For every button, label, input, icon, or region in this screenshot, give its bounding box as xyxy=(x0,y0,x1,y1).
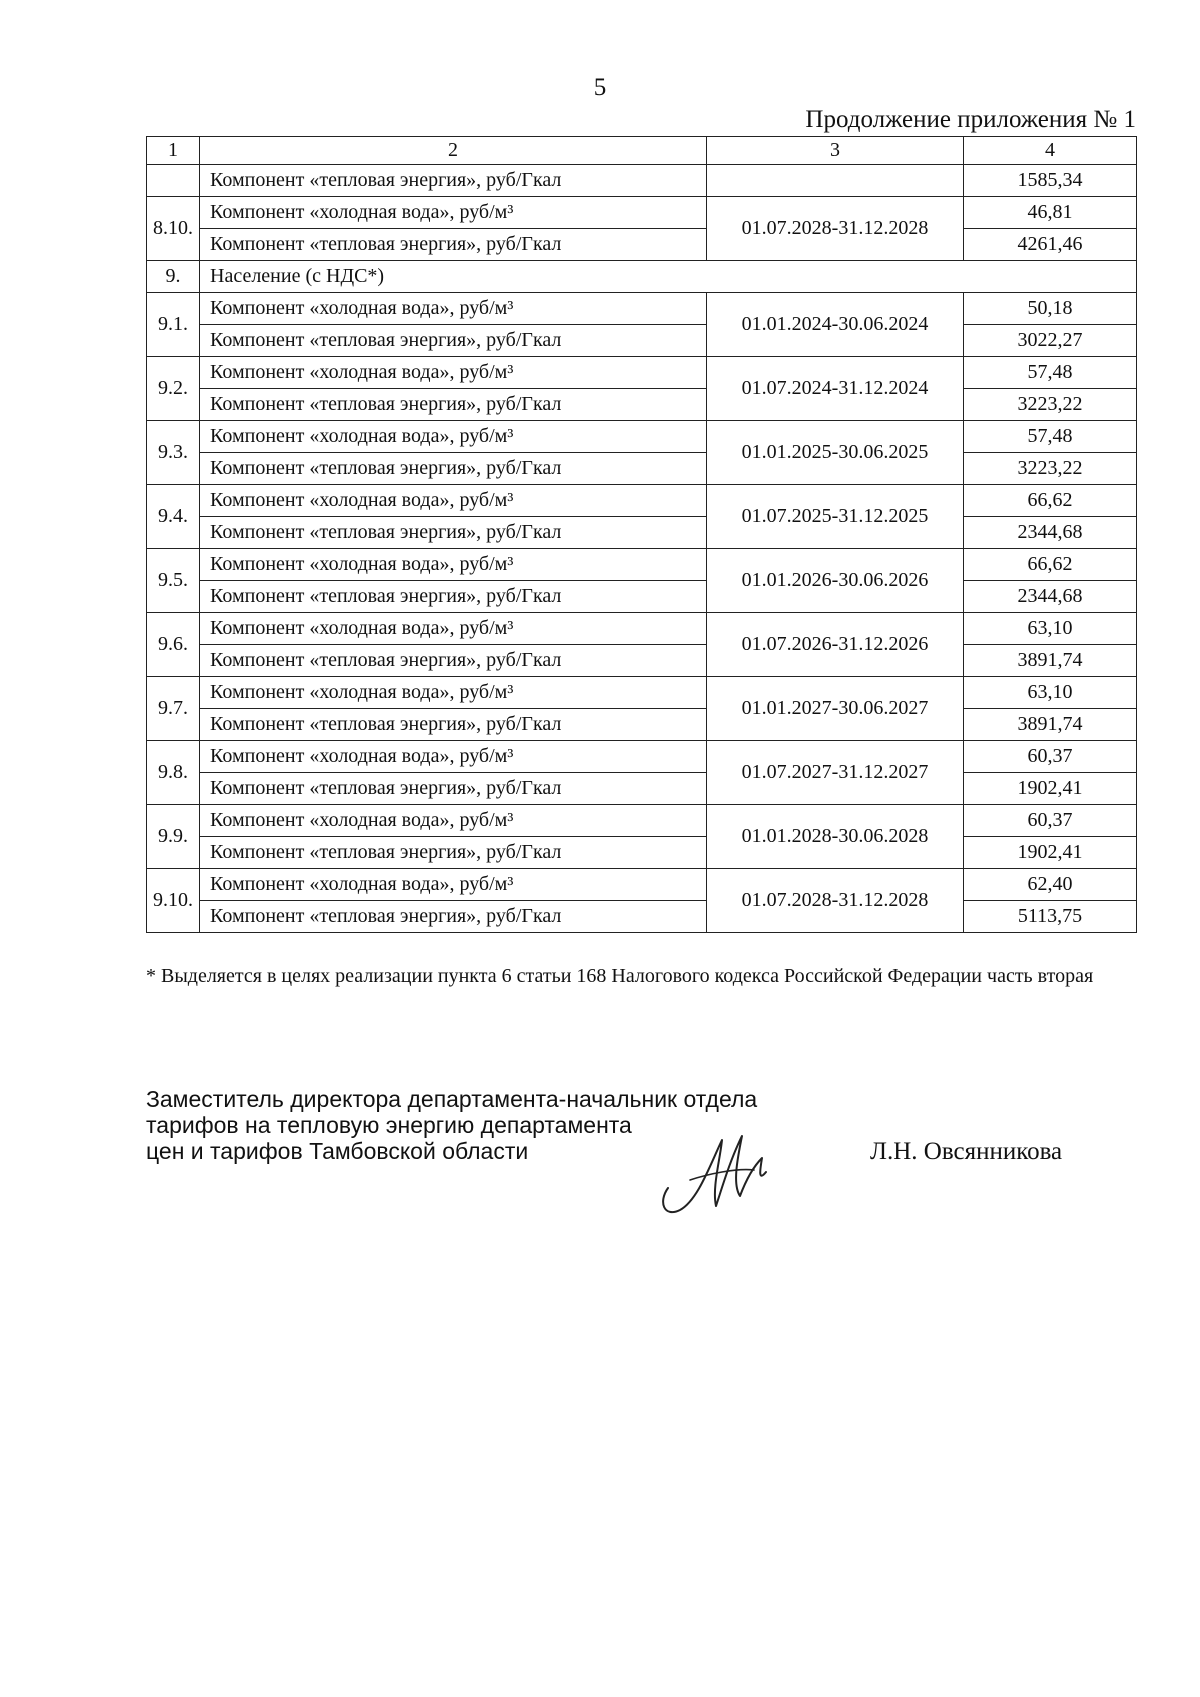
table-row xyxy=(147,869,1137,901)
group-label-cell: Население (с НДС*) xyxy=(200,261,1137,293)
row-number-cell: 9.8. xyxy=(147,741,200,805)
component-cell: Компонент «холодная вода», руб/м³ xyxy=(200,357,707,389)
table-row xyxy=(147,741,1137,773)
component-cell: Компонент «тепловая энергия», руб/Гкал xyxy=(200,901,707,933)
table-row xyxy=(147,613,1137,645)
tariff-value-cell: 2344,68 xyxy=(964,517,1137,549)
tariff-value-cell: 63,10 xyxy=(964,677,1137,709)
component-cell: Компонент «тепловая энергия», руб/Гкал xyxy=(200,773,707,805)
handwritten-signature xyxy=(650,1110,780,1220)
row-number-cell: 9. xyxy=(147,261,200,293)
component-cell: Компонент «холодная вода», руб/м³ xyxy=(200,293,707,325)
tariff-value-cell: 50,18 xyxy=(964,293,1137,325)
table-row xyxy=(147,837,1137,869)
component-cell: Компонент «тепловая энергия», руб/Гкал xyxy=(200,581,707,613)
signatory-name: Л.Н. Овсянникова xyxy=(870,1138,1063,1165)
tariff-value-cell: 1902,41 xyxy=(964,837,1137,869)
component-cell: Компонент «холодная вода», руб/м³ xyxy=(200,197,707,229)
tariff-value-cell: 60,37 xyxy=(964,741,1137,773)
footnote: * Выделяется в целях реализации пункта 6 статьи 168 Налогового кодекса Российской Федерации часть вторая xyxy=(146,965,1094,987)
tariff-value-cell: 3223,22 xyxy=(964,389,1137,421)
table-row xyxy=(147,709,1137,741)
component-cell: Компонент «холодная вода», руб/м³ xyxy=(200,805,707,837)
table-row xyxy=(147,357,1137,389)
component-cell: Компонент «тепловая энергия», руб/Гкал xyxy=(200,165,707,197)
row-number-cell: 9.7. xyxy=(147,677,200,741)
period-cell: 01.07.2028-31.12.2028 xyxy=(707,197,964,261)
column-header: 1 xyxy=(147,137,200,165)
row-number-cell: 9.9. xyxy=(147,805,200,869)
tariff-value-cell: 3223,22 xyxy=(964,453,1137,485)
table-row xyxy=(147,901,1137,933)
component-cell: Компонент «тепловая энергия», руб/Гкал xyxy=(200,325,707,357)
signatory-position-line: Заместитель директора департамента-начальник отдела xyxy=(146,1086,758,1112)
component-cell: Компонент «тепловая энергия», руб/Гкал xyxy=(200,517,707,549)
signatory-position-line: тарифов на тепловую энергию департамента xyxy=(146,1112,632,1138)
table-row xyxy=(147,389,1137,421)
table-row xyxy=(147,229,1137,261)
column-header: 2 xyxy=(200,137,707,165)
tariff-value-cell: 3891,74 xyxy=(964,709,1137,741)
period-cell: 01.07.2024-31.12.2024 xyxy=(707,357,964,421)
component-cell: Компонент «тепловая энергия», руб/Гкал xyxy=(200,389,707,421)
period-cell: 01.07.2025-31.12.2025 xyxy=(707,485,964,549)
component-cell: Компонент «тепловая энергия», руб/Гкал xyxy=(200,229,707,261)
period-cell: 01.01.2026-30.06.2026 xyxy=(707,549,964,613)
table-row xyxy=(147,773,1137,805)
period-cell: 01.07.2027-31.12.2027 xyxy=(707,741,964,805)
row-number-cell: 9.5. xyxy=(147,549,200,613)
table-row xyxy=(147,165,1137,197)
row-number-cell: 9.1. xyxy=(147,293,200,357)
component-cell: Компонент «холодная вода», руб/м³ xyxy=(200,485,707,517)
table-row xyxy=(147,517,1137,549)
signatory-position-line: цен и тарифов Тамбовской области xyxy=(146,1138,529,1164)
component-cell: Компонент «холодная вода», руб/м³ xyxy=(200,421,707,453)
tariff-value-cell: 1585,34 xyxy=(964,165,1137,197)
component-cell: Компонент «холодная вода», руб/м³ xyxy=(200,613,707,645)
row-number-cell: 9.3. xyxy=(147,421,200,485)
component-cell: Компонент «тепловая энергия», руб/Гкал xyxy=(200,837,707,869)
tariff-value-cell: 3891,74 xyxy=(964,645,1137,677)
tariff-value-cell: 1902,41 xyxy=(964,773,1137,805)
tariff-value-cell: 57,48 xyxy=(964,421,1137,453)
tariff-value-cell: 63,10 xyxy=(964,613,1137,645)
table-row xyxy=(147,421,1137,453)
row-number-cell: 8.10. xyxy=(147,197,200,261)
period-cell: 01.01.2025-30.06.2025 xyxy=(707,421,964,485)
table-row xyxy=(147,485,1137,517)
tariff-value-cell: 62,40 xyxy=(964,869,1137,901)
tariff-value-cell: 2344,68 xyxy=(964,581,1137,613)
component-cell: Компонент «тепловая энергия», руб/Гкал xyxy=(200,709,707,741)
tariff-value-cell: 66,62 xyxy=(964,485,1137,517)
row-number-cell xyxy=(147,165,200,197)
table-row xyxy=(147,453,1137,485)
tariff-value-cell: 4261,46 xyxy=(964,229,1137,261)
period-cell: 01.01.2024-30.06.2024 xyxy=(707,293,964,357)
table-row xyxy=(147,549,1137,581)
table-row xyxy=(147,645,1137,677)
column-header: 3 xyxy=(707,137,964,165)
period-cell: 01.01.2027-30.06.2027 xyxy=(707,677,964,741)
component-cell: Компонент «холодная вода», руб/м³ xyxy=(200,549,707,581)
table-group-row xyxy=(147,261,1137,293)
tariff-value-cell: 57,48 xyxy=(964,357,1137,389)
row-number-cell: 9.10. xyxy=(147,869,200,933)
period-cell: 01.01.2028-30.06.2028 xyxy=(707,805,964,869)
period-cell: 01.07.2028-31.12.2028 xyxy=(707,869,964,933)
tariff-value-cell: 5113,75 xyxy=(964,901,1137,933)
component-cell: Компонент «холодная вода», руб/м³ xyxy=(200,741,707,773)
appendix-continuation-label: Продолжение приложения № 1 xyxy=(805,106,1136,133)
table-row xyxy=(147,293,1137,325)
table-row xyxy=(147,581,1137,613)
page-number: 5 xyxy=(593,74,607,101)
period-cell xyxy=(707,165,964,197)
table-row xyxy=(147,197,1137,229)
tariff-value-cell: 46,81 xyxy=(964,197,1137,229)
tariff-table xyxy=(146,136,1137,933)
table-row xyxy=(147,325,1137,357)
row-number-cell: 9.4. xyxy=(147,485,200,549)
tariff-value-cell: 3022,27 xyxy=(964,325,1137,357)
table-row xyxy=(147,677,1137,709)
component-cell: Компонент «тепловая энергия», руб/Гкал xyxy=(200,453,707,485)
column-header: 4 xyxy=(964,137,1137,165)
period-cell: 01.07.2026-31.12.2026 xyxy=(707,613,964,677)
table-header-row xyxy=(147,137,1137,165)
tariff-value-cell: 60,37 xyxy=(964,805,1137,837)
tariff-value-cell: 66,62 xyxy=(964,549,1137,581)
component-cell: Компонент «тепловая энергия», руб/Гкал xyxy=(200,645,707,677)
row-number-cell: 9.6. xyxy=(147,613,200,677)
table-row xyxy=(147,805,1137,837)
component-cell: Компонент «холодная вода», руб/м³ xyxy=(200,677,707,709)
component-cell: Компонент «холодная вода», руб/м³ xyxy=(200,869,707,901)
row-number-cell: 9.2. xyxy=(147,357,200,421)
